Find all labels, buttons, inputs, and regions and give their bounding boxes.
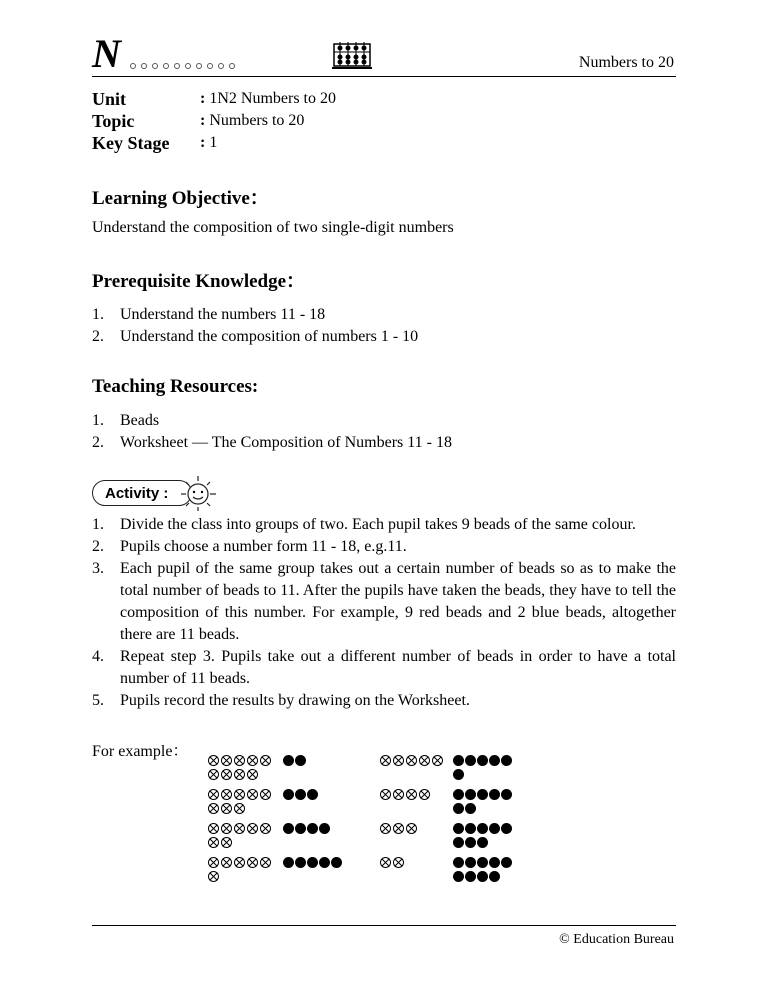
objective-text: Understand the composition of two single-digit numbers: [92, 219, 454, 236]
stage-label: Key Stage: [92, 133, 170, 153]
crossed-bead: [393, 789, 404, 800]
filled-bead: [477, 755, 488, 766]
crossed-bead: [208, 769, 219, 780]
crossed-bead: [208, 871, 219, 882]
filled-bead: [489, 871, 500, 882]
filled-bead: [489, 789, 500, 800]
filled-bead: [477, 823, 488, 834]
filled-bead: [295, 789, 306, 800]
crossed-bead-group: [208, 753, 273, 781]
filled-bead: [453, 803, 464, 814]
crossed-bead: [234, 803, 245, 814]
list-item: 1. Beads: [92, 412, 160, 429]
filled-bead: [489, 857, 500, 868]
crossed-bead: [380, 823, 391, 834]
crossed-bead: [393, 823, 404, 834]
crossed-bead: [208, 803, 219, 814]
filled-bead: [319, 823, 330, 834]
crossed-bead: [234, 789, 245, 800]
logo-letter: N: [92, 31, 121, 76]
filled-bead: [453, 871, 464, 882]
crossed-bead: [247, 857, 258, 868]
filled-bead-group: [453, 821, 513, 849]
header-logo: [92, 31, 292, 76]
meta-info: [92, 88, 336, 154]
crossed-bead: [432, 755, 443, 766]
separator: :: [200, 134, 206, 151]
filled-bead: [477, 789, 488, 800]
filled-bead: [307, 857, 318, 868]
crossed-bead: [208, 857, 219, 868]
crossed-bead: [380, 755, 391, 766]
crossed-bead: [221, 857, 232, 868]
filled-bead: [477, 837, 488, 848]
filled-bead: [465, 823, 476, 834]
filled-bead: [283, 755, 294, 766]
crossed-bead-group: [380, 753, 445, 767]
list-item: 3. Each pupil of the same group takes out a certain number of beads so as to make the total number of beads to 11. After the pupils have taken the beads, they have to tell the composition of this number. For example, 9 red beads and 2 blue beads, altogether there are 11 beads.: [92, 560, 676, 643]
crossed-bead-group: [208, 855, 273, 883]
unit-label: Unit: [92, 89, 127, 109]
unit-value: 1N2 Numbers to 20: [209, 90, 336, 107]
filled-bead: [489, 755, 500, 766]
filled-bead: [283, 789, 294, 800]
filled-bead: [465, 803, 476, 814]
crossed-bead: [208, 837, 219, 848]
crossed-bead: [221, 823, 232, 834]
header-rule: [92, 76, 676, 77]
activity-label: Activity :: [92, 480, 192, 506]
crossed-bead: [406, 755, 417, 766]
crossed-bead: [234, 769, 245, 780]
filled-bead: [477, 857, 488, 868]
filled-bead: [465, 789, 476, 800]
example-label: For example：: [92, 743, 189, 760]
list-item: 2. Worksheet — The Composition of Numbers 11 - 18: [92, 434, 453, 451]
objective-title: Learning Objective：: [92, 188, 269, 209]
crossed-bead: [406, 823, 417, 834]
list-item: 1. Understand the numbers 11 - 18: [92, 306, 326, 323]
crossed-bead: [208, 823, 219, 834]
crossed-bead: [260, 857, 271, 868]
filled-bead-group: [283, 855, 343, 869]
filled-bead: [453, 857, 464, 868]
topic-label: Topic: [92, 111, 135, 131]
topic-value: Numbers to 20: [209, 112, 305, 129]
list-item: 2. Pupils choose a number form 11 - 18, e.g.11.: [92, 538, 407, 555]
crossed-bead: [393, 755, 404, 766]
filled-bead: [453, 837, 464, 848]
crossed-bead: [247, 789, 258, 800]
crossed-bead: [247, 823, 258, 834]
sun-icon: [178, 474, 218, 512]
logo-dots: [130, 56, 240, 74]
crossed-bead-group: [380, 821, 419, 835]
filled-bead: [501, 789, 512, 800]
footer-copyright: © Education Bureau: [559, 932, 674, 947]
page-topic: Numbers to 20: [578, 54, 674, 71]
filled-bead: [453, 789, 464, 800]
filled-bead-group: [283, 753, 307, 767]
filled-bead-group: [283, 787, 319, 801]
filled-bead-group: [453, 787, 513, 815]
crossed-bead: [208, 789, 219, 800]
activity-steps: [92, 514, 676, 712]
filled-bead-group: [453, 855, 513, 883]
filled-bead: [295, 823, 306, 834]
footer-rule: [92, 925, 676, 926]
filled-bead: [489, 823, 500, 834]
crossed-bead-group: [208, 787, 273, 815]
filled-bead: [319, 857, 330, 868]
filled-bead: [453, 755, 464, 766]
filled-bead: [465, 837, 476, 848]
crossed-bead: [260, 755, 271, 766]
filled-bead: [307, 789, 318, 800]
resources-title: Teaching Resources:: [92, 376, 259, 397]
filled-bead: [501, 755, 512, 766]
prerequisite-title: Prerequisite Knowledge：: [92, 271, 306, 292]
filled-bead-group: [283, 821, 331, 835]
crossed-bead: [419, 789, 430, 800]
crossed-bead-group: [380, 855, 406, 869]
filled-bead: [453, 769, 464, 780]
list-item: 1. Divide the class into groups of two. Each pupil takes 9 beads of the same colour.: [92, 516, 636, 533]
list-item: 5. Pupils record the results by drawing on the Worksheet.: [92, 692, 470, 709]
crossed-bead-group: [208, 821, 273, 849]
crossed-bead: [208, 755, 219, 766]
filled-bead: [501, 823, 512, 834]
crossed-bead: [234, 823, 245, 834]
crossed-bead: [221, 769, 232, 780]
crossed-bead: [393, 857, 404, 868]
crossed-bead: [221, 803, 232, 814]
filled-bead-group: [453, 753, 513, 781]
crossed-bead: [234, 857, 245, 868]
filled-bead: [283, 823, 294, 834]
crossed-bead: [221, 755, 232, 766]
crossed-bead: [234, 755, 245, 766]
crossed-bead: [247, 769, 258, 780]
list-item: 4. Repeat step 3. Pupils take out a different number of beads in order to have a total number of 11 beads.: [92, 648, 676, 687]
separator: :: [200, 112, 206, 129]
crossed-bead: [406, 789, 417, 800]
stage-value: 1: [209, 134, 218, 151]
filled-bead: [477, 871, 488, 882]
crossed-bead: [247, 755, 258, 766]
separator: :: [200, 90, 206, 107]
crossed-bead: [419, 755, 430, 766]
filled-bead: [307, 823, 318, 834]
crossed-bead: [380, 857, 391, 868]
filled-bead: [501, 857, 512, 868]
list-item: 2. Understand the composition of numbers 1 - 10: [92, 328, 419, 345]
activity-badge: [92, 474, 222, 514]
crossed-bead-group: [380, 787, 432, 801]
crossed-bead: [380, 789, 391, 800]
filled-bead: [283, 857, 294, 868]
resources-list: [92, 410, 676, 454]
crossed-bead: [221, 837, 232, 848]
prerequisite-list: [92, 304, 676, 348]
filled-bead: [465, 857, 476, 868]
filled-bead: [331, 857, 342, 868]
abacus-icon: [332, 38, 372, 70]
filled-bead: [465, 871, 476, 882]
filled-bead: [453, 823, 464, 834]
crossed-bead: [221, 789, 232, 800]
crossed-bead: [260, 789, 271, 800]
crossed-bead: [260, 823, 271, 834]
filled-bead: [465, 755, 476, 766]
filled-bead: [295, 857, 306, 868]
filled-bead: [295, 755, 306, 766]
